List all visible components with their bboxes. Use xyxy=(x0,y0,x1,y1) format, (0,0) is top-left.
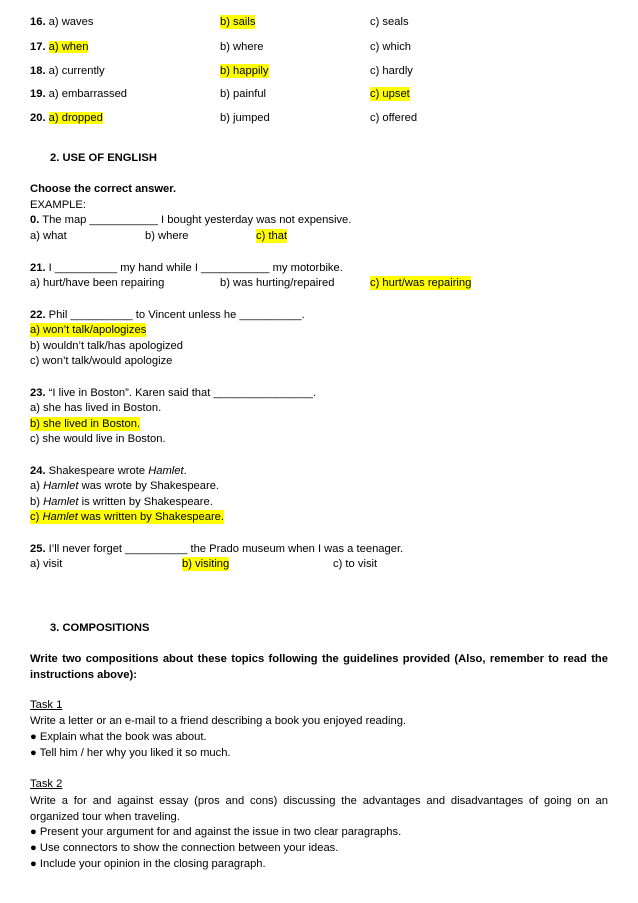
task-1-description: Write a letter or an e-mail to a friend describing a book you enjoyed reading. xyxy=(30,715,407,727)
option-a: a) visit xyxy=(30,558,63,570)
option-b: b) where xyxy=(145,230,189,242)
option-c: c) upset xyxy=(370,88,410,100)
task-1-bullet: ● Tell him / her why you liked it so much. xyxy=(30,747,231,759)
section-heading-use-of-english: 2. USE OF ENGLISH xyxy=(50,152,157,164)
option-c: c) offered xyxy=(370,112,418,124)
option-a: a) won’t talk/apologizes xyxy=(30,324,147,336)
option-b: b) jumped xyxy=(220,112,270,124)
option-a: a) when xyxy=(48,41,89,53)
answer-row-17: 17. a) when xyxy=(30,41,89,53)
option-c: c) won’t talk/would apologize xyxy=(30,355,173,367)
option-b: b) wouldn’t talk/has apologized xyxy=(30,340,183,352)
option-b: b) sails xyxy=(220,16,256,28)
answer-row-20: 20. a) dropped xyxy=(30,112,103,124)
task-2-description: Write a for and against essay (pros and cons) discussing the advantages and disadvantages of going on an organized tour when traveling. xyxy=(30,795,608,823)
option-b: b) happily xyxy=(220,65,269,77)
option-c: c) hurt/was repairing xyxy=(370,277,472,289)
option-a: a) she has lived in Boston. xyxy=(30,402,162,414)
answer-row-19: 19. a) embarrassed xyxy=(30,88,128,100)
question-25: 25. I’ll never forget __________ the Prado museum when I was a teenager. xyxy=(30,543,404,555)
task-1-title: Task 1 xyxy=(30,699,63,711)
task-2-bullet: ● Use connectors to show the connection between your ideas. xyxy=(30,842,339,854)
option-a: a) hurt/have been repairing xyxy=(30,277,165,289)
task-1-bullet: ● Explain what the book was about. xyxy=(30,731,207,743)
option-a: a) what xyxy=(30,230,67,242)
option-a: a) waves xyxy=(48,16,94,28)
option-b: b) Hamlet is written by Shakespeare. xyxy=(30,496,213,508)
task-2-title: Task 2 xyxy=(30,778,63,790)
option-c: c) she would live in Boston. xyxy=(30,433,166,445)
option-a: a) embarrassed xyxy=(48,88,128,100)
option-a: a) Hamlet was wrote by Shakespeare. xyxy=(30,480,220,492)
option-b: b) visiting xyxy=(182,558,230,570)
option-a: a) dropped xyxy=(48,112,103,124)
option-c: c) that xyxy=(256,230,288,242)
option-b: b) was hurting/repaired xyxy=(220,277,335,289)
option-a: a) currently xyxy=(48,65,105,77)
option-c: c) to visit xyxy=(333,558,378,570)
question-23: 23. “I live in Boston”. Karen said that ________________. xyxy=(30,387,317,399)
task-2-bullet: ● Present your argument for and against the issue in two clear paragraphs. xyxy=(30,826,402,838)
answer-row-16: 16. a) waves xyxy=(30,16,94,28)
section-heading-compositions: 3. COMPOSITIONS xyxy=(50,622,150,634)
example-question: 0. The map ___________ I bought yesterday was not expensive. xyxy=(30,214,352,226)
question-24: 24. Shakespeare wrote Hamlet. xyxy=(30,465,187,477)
question-22: 22. Phil __________ to Vincent unless he __________. xyxy=(30,309,305,321)
example-label: EXAMPLE: xyxy=(30,199,86,211)
task-2-bullet: ● Include your opinion in the closing paragraph. xyxy=(30,858,266,870)
option-b: b) she lived in Boston. xyxy=(30,418,141,430)
option-c: c) which xyxy=(370,41,412,53)
option-c: c) seals xyxy=(370,16,409,28)
option-b: b) painful xyxy=(220,88,267,100)
section-instruction: Choose the correct answer. xyxy=(30,183,177,195)
compositions-instruction: Write two compositions about these topics following the guidelines provided (Also, remember to read the instructions above): xyxy=(30,653,608,681)
question-21: 21. I __________ my hand while I ___________ my motorbike. xyxy=(30,262,343,274)
option-b: b) where xyxy=(220,41,264,53)
answer-row-18: 18. a) currently xyxy=(30,65,105,77)
option-c: c) hardly xyxy=(370,65,413,77)
option-c: c) Hamlet was written by Shakespeare. xyxy=(30,511,225,523)
